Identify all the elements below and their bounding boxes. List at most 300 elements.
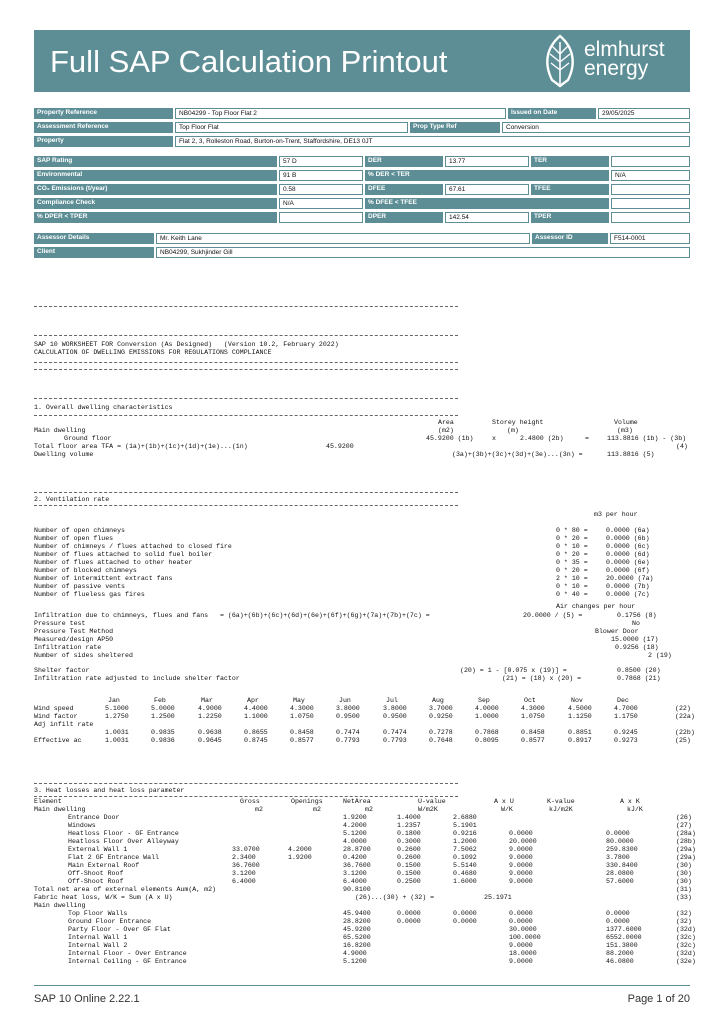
leaf-icon	[542, 34, 578, 88]
heat-col-header: A x K	[620, 798, 640, 805]
internal-net-area: 5.1200	[343, 958, 367, 965]
monthly-cell: 4.0000	[475, 705, 499, 712]
monthly-cell: 1.0000	[475, 713, 499, 720]
internal-k-value: 0.0000	[509, 918, 533, 925]
tfa-label: Total floor area TFA = (1a)+(1b)+(1c)+(1d)+(1e)...(1n)	[34, 443, 248, 450]
heat-gross: 36.7600	[232, 862, 260, 869]
vent-row-calc: 0 * 20 =	[556, 551, 588, 558]
internal-element-name: Party Floor - Over GF Flat	[68, 926, 171, 933]
value-environmental: 91 B	[279, 170, 363, 181]
pressure-method-value: Blower Door	[595, 628, 639, 635]
monthly-row-label: Effective ac	[34, 737, 82, 744]
internal-ref: (32)	[676, 918, 692, 925]
heat-element-name: External Wall 1	[68, 846, 128, 853]
row-compliance-check	[34, 198, 690, 209]
ap50-label: Measured/design AP50	[34, 636, 114, 643]
heat-net-area: 0.4200	[343, 854, 367, 861]
heat-element-name: Flat 2 GF Entrance Wall	[68, 854, 160, 861]
value-der: 13.77	[445, 156, 529, 167]
monthly-cell: 0.8745	[244, 737, 268, 744]
section-heading-3: 3. Heat losses and heat loss parameter	[34, 787, 185, 794]
vent-row-calc: 0 * 10 =	[556, 543, 588, 550]
monthly-cell: 0.8095	[475, 737, 499, 744]
shelter-adjusted-value: 0.7868 (21)	[617, 675, 661, 682]
month-header: Apr	[247, 697, 259, 704]
internal-axk: 0.0000	[606, 918, 630, 925]
heat-element-name: Main External Roof	[68, 862, 140, 869]
label-dfee: DFEE	[365, 184, 443, 195]
value-tper	[611, 212, 690, 223]
total-area-value: 90.8100	[343, 886, 371, 893]
monthly-cell: 0.7278	[429, 729, 453, 736]
value-ter	[611, 156, 690, 167]
monthly-cell: 0.9273	[614, 737, 638, 744]
vent-row-value: 0.0000 (6d)	[606, 551, 650, 558]
page-number: Page 1 of 20	[627, 993, 690, 1005]
value-pct-der-ter: N/A	[611, 170, 690, 181]
monthly-cell: 4.4000	[244, 705, 268, 712]
internal-axk: 88.2000	[606, 950, 634, 957]
monthly-cell: 0.8458	[290, 729, 314, 736]
logo-wordmark	[584, 40, 665, 78]
vent-row-label: Number of blocked chimneys	[34, 567, 137, 574]
label-pct-dper-tper: % DPER < TPER	[34, 212, 277, 223]
vent-row-value: 0.0000 (6c)	[606, 543, 650, 550]
heat-ref: (30)	[676, 862, 692, 869]
month-header: Feb	[154, 697, 166, 704]
heat-u-value: 0.1800	[397, 830, 421, 837]
vent-row-value: 20.0000 (7a)	[606, 575, 654, 582]
logo-line-1: elmhurst	[584, 38, 665, 61]
heat-axu: 5.1901	[453, 822, 477, 829]
internal-axu: 0.0000	[453, 918, 477, 925]
heat-u-value: 1.4000	[397, 814, 421, 821]
monthly-row-label: Wind factor	[34, 713, 78, 720]
divider	[34, 398, 458, 399]
monthly-cell: 4.7000	[614, 705, 638, 712]
internal-axk: 151.3800	[606, 942, 638, 949]
section-heading-2: 2. Ventilation rate	[34, 496, 110, 503]
vent-row-calc: 0 * 20 =	[556, 535, 588, 542]
row-client	[34, 247, 690, 258]
internal-ref: (32e)	[676, 958, 696, 965]
month-header: Mar	[201, 697, 213, 704]
shelter-factor-label: Shelter factor	[34, 667, 90, 674]
monthly-row-ref: (22b)	[675, 729, 695, 736]
page-title: Full SAP Calculation Printout	[50, 44, 448, 79]
vent-row-value: 0.0000 (6e)	[606, 559, 650, 566]
heat-ref: (30)	[676, 878, 692, 885]
internal-net-area: 16.8200	[343, 942, 371, 949]
monthly-row-label: Adj infilt rate	[34, 721, 94, 728]
vent-row-value: 0.0000 (6a)	[606, 527, 650, 534]
section-heading-1: 1. Overall dwelling characteristics	[34, 404, 173, 411]
internal-ref: (32c)	[676, 942, 696, 949]
heat-ref: (27)	[676, 822, 692, 829]
heat-u-value: 0.1500	[397, 870, 421, 877]
heat-u-value: 0.3000	[397, 838, 421, 845]
heat-net-area: 36.7600	[343, 862, 371, 869]
heat-u-value: 0.2500	[397, 878, 421, 885]
monthly-cell: 1.2500	[151, 713, 175, 720]
col-area-unit: (m2)	[438, 427, 454, 434]
row-property-reference	[34, 108, 690, 119]
dwelling-volume-value: 113.8816 (5)	[607, 451, 655, 458]
monthly-cell: 0.9835	[151, 729, 175, 736]
monthly-row-label: Wind speed	[34, 705, 74, 712]
month-header: Dec	[617, 697, 629, 704]
main-dwelling-label: Main dwelling	[34, 902, 86, 909]
internal-k-value: 9.0000	[509, 942, 533, 949]
monthly-cell: 4.3000	[290, 705, 314, 712]
value-pct-dfee-tfee	[611, 198, 690, 209]
month-header: May	[293, 697, 305, 704]
internal-k-value: 18.0000	[509, 950, 537, 957]
heat-element-name: Windows	[68, 822, 96, 829]
internal-k-value: 30.0000	[509, 926, 537, 933]
col-storey-unit: (m)	[507, 427, 519, 434]
monthly-row-ref: (22a)	[675, 713, 695, 720]
monthly-cell: 0.9500	[336, 713, 360, 720]
monthly-cell: 0.9245	[614, 729, 638, 736]
heat-axu: 0.4680	[453, 870, 477, 877]
heat-col-header: A x U	[494, 798, 514, 805]
internal-k-value: 100.0000	[509, 934, 541, 941]
worksheet-title: SAP 10 WORKSHEET FOR Conversion (As Designed) (Version 10.2, February 2022)	[34, 341, 339, 348]
monthly-cell: 4.3000	[521, 705, 545, 712]
ground-floor-eq: =	[585, 435, 589, 442]
row-dper	[34, 212, 690, 223]
col-area: Area	[438, 419, 454, 426]
monthly-cell: 0.8655	[244, 729, 268, 736]
monthly-cell: 0.7474	[336, 729, 360, 736]
month-header: Jan	[108, 697, 120, 704]
internal-axk: 6552.0000	[606, 934, 642, 941]
monthly-cell: 1.2750	[105, 713, 129, 720]
vent-row-label: Number of flues attached to solid fuel boiler	[34, 551, 213, 558]
heat-element-name: Entrance Door	[68, 814, 120, 821]
heat-u-value: 0.2600	[397, 846, 421, 853]
heat-col-unit: m2	[365, 806, 373, 813]
vent-row-value: 0.0000 (6f)	[606, 567, 650, 574]
row-sap-rating	[34, 156, 690, 167]
sides-sheltered-value: 2 (19)	[648, 652, 672, 659]
heat-col-header: U-value	[418, 798, 446, 805]
monthly-cell: 1.0750	[521, 713, 545, 720]
divider	[34, 335, 458, 336]
month-header: Nov	[571, 697, 583, 704]
label-assessment-reference: Assessment Reference	[34, 122, 173, 133]
pressure-test-value: No	[632, 620, 640, 627]
value-dper: 142.54	[445, 212, 529, 223]
value-assessor-details: Mr. Keith Lane	[156, 233, 530, 244]
monthly-row-ref: (22)	[675, 705, 691, 712]
label-ter: TER	[531, 156, 609, 167]
vent-row-label: Number of flues attached to other heater	[34, 559, 193, 566]
ground-floor-x: x	[492, 435, 496, 442]
monthly-cell: 3.8000	[383, 705, 407, 712]
month-header: Sep	[478, 697, 490, 704]
internal-k-value: 0.0000	[509, 910, 533, 917]
shelter-adjusted-calc: (21) = (18) x (20) =	[502, 675, 582, 682]
month-header: Jun	[339, 697, 351, 704]
sides-sheltered-label: Number of sides sheltered	[34, 652, 133, 659]
internal-element-name: Internal Wall 2	[68, 942, 128, 949]
shelter-factor-calc: (20) = 1 - [0.075 x (19)] =	[460, 667, 567, 674]
footer-rule	[34, 985, 690, 986]
fabric-loss-ref: (33)	[676, 894, 692, 901]
heat-u-value: 0.1500	[397, 862, 421, 869]
total-area-label: Total net area of external elements Aum(A, m2)	[34, 886, 217, 893]
label-sap-rating: SAP Rating	[34, 156, 277, 167]
value-compliance-check: N/A	[279, 198, 363, 209]
heat-k-value: 0.0000	[509, 830, 533, 837]
heat-u-value: 0.2600	[397, 854, 421, 861]
divider	[34, 783, 458, 784]
heat-col-header: Element	[34, 798, 62, 805]
heat-col-unit: W/m2K	[418, 806, 438, 813]
infiltration-value: 0.1756 (8)	[617, 612, 657, 619]
heat-axu: 0.1092	[453, 854, 477, 861]
heat-k-value: 9.0000	[509, 846, 533, 853]
value-property: Flat 2, 3, Rolleston Road, Burton-on-Trent, Staffordshire, DE13 0JT	[175, 136, 690, 147]
tfa-value: 45.9200	[326, 443, 354, 450]
monthly-cell: 0.9836	[151, 737, 175, 744]
monthly-cell: 1.0031	[105, 729, 129, 736]
total-area-ref: (31)	[676, 886, 692, 893]
heat-ref: (28b)	[676, 838, 696, 845]
heat-gross: 6.4000	[232, 878, 256, 885]
elmhurst-logo	[542, 34, 686, 88]
heat-axk: 80.0000	[606, 838, 634, 845]
internal-ref: (32d)	[676, 950, 696, 957]
heat-gross: 3.1200	[232, 870, 256, 877]
vent-row-label: Number of intermittent extract fans	[34, 575, 173, 582]
value-assessor-id: F514-0001	[610, 233, 690, 244]
internal-element-name: Internal Ceiling - GF Entrance	[68, 958, 187, 965]
units-ach: Air changes per hour	[556, 603, 636, 610]
internal-axk: 0.0000	[606, 910, 630, 917]
fabric-loss-calc: (26)...(30) + (32) =	[355, 894, 435, 901]
divider	[34, 492, 458, 493]
infiltration-rate-value: 0.9256 (18)	[615, 644, 659, 651]
heat-k-value: 9.0000	[509, 870, 533, 877]
heat-openings: 1.9200	[288, 854, 312, 861]
vent-row-label: Number of open flues	[34, 535, 114, 542]
vent-row-label: Number of chimneys / flues attached to closed fire	[34, 543, 232, 550]
heat-col-header: K-value	[547, 798, 575, 805]
month-header: Jul	[386, 697, 398, 704]
ground-floor-label: Ground floor	[64, 435, 112, 442]
row-co2	[34, 184, 690, 195]
heat-ref: (26)	[676, 814, 692, 821]
label-prop-type-ref: Prop Type Ref	[410, 122, 500, 133]
monthly-cell: 1.1250	[568, 713, 592, 720]
internal-ref: (32c)	[676, 934, 696, 941]
internal-net-area: 45.9400	[343, 910, 371, 917]
heat-ref: (29a)	[676, 854, 696, 861]
ground-floor-volume: 113.8816 (1b) - (3b)	[607, 435, 687, 442]
heat-net-area: 5.1200	[343, 830, 367, 837]
monthly-cell: 1.0031	[105, 737, 129, 744]
row-assessment-reference	[34, 122, 690, 133]
vent-row-label: Number of flueless gas fires	[34, 591, 145, 598]
heat-axu: 2.6880	[453, 814, 477, 821]
label-environmental: Environmental	[34, 170, 277, 181]
tfa-ref: (4)	[676, 443, 688, 450]
heat-axk: 3.7800	[606, 854, 630, 861]
value-property-reference: NB04299 - Top Floor Flat 2	[175, 108, 506, 119]
monthly-cell: 0.8917	[568, 737, 592, 744]
label-assessor-id: Assessor ID	[532, 233, 608, 244]
monthly-row-ref: (25)	[675, 737, 691, 744]
monthly-cell: 0.7868	[475, 729, 499, 736]
internal-axk: 1377.6000	[606, 926, 642, 933]
shelter-adjusted-label: Infiltration rate adjusted to include shelter factor	[34, 675, 240, 682]
monthly-cell: 4.5000	[568, 705, 592, 712]
monthly-cell: 1.2250	[198, 713, 222, 720]
vent-row-label: Number of open chimneys	[34, 527, 126, 534]
monthly-cell: 0.8577	[521, 737, 545, 744]
heat-element-name: Off-Shoot Roof	[68, 878, 124, 885]
worksheet-subtitle: CALCULATION OF DWELLING EMISSIONS FOR REGULATIONS COMPLIANCE	[34, 349, 272, 356]
label-dper: DPER	[365, 212, 443, 223]
heat-k-value: 9.0000	[509, 878, 533, 885]
heat-axk: 259.8300	[606, 846, 638, 853]
value-pct-dper-tper	[279, 212, 363, 223]
internal-element-name: Ground Floor Entrance	[68, 918, 152, 925]
infiltration-calc: 20.0000 / (5) =	[523, 612, 583, 619]
ground-floor-area: 45.9200 (1b)	[426, 435, 474, 442]
heat-ref: (28a)	[676, 830, 696, 837]
heat-k-value: 9.0000	[509, 854, 533, 861]
ground-floor-height: 2.4800 (2b)	[520, 435, 564, 442]
heat-axu: 1.2000	[453, 838, 477, 845]
col-volume-unit: (m3)	[617, 427, 633, 434]
month-header: Aug	[432, 697, 444, 704]
heat-net-area: 28.8700	[343, 846, 371, 853]
heat-axu: 0.9216	[453, 830, 477, 837]
internal-axk: 46.0800	[606, 958, 634, 965]
label-tfee: TFEE	[531, 184, 609, 195]
monthly-cell: 0.9638	[198, 729, 222, 736]
monthly-cell: 0.7793	[336, 737, 360, 744]
heat-net-area: 6.4000	[343, 878, 367, 885]
heat-col-unit: kJ/m2K	[549, 806, 573, 813]
heat-col-header: NetArea	[343, 798, 371, 805]
label-property: Property	[34, 136, 173, 147]
internal-u-value: 0.0000	[397, 910, 421, 917]
header-banner	[34, 30, 690, 92]
monthly-cell: 0.8577	[290, 737, 314, 744]
heat-gross: 2.3400	[232, 854, 256, 861]
heat-k-value: 20.0000	[509, 838, 537, 845]
internal-u-value: 0.0000	[397, 918, 421, 925]
label-client: Client	[34, 247, 154, 258]
vent-row-calc: 0 * 35 =	[556, 559, 588, 566]
internal-axu: 0.0000	[453, 910, 477, 917]
software-version: SAP 10 Online 2.22.1	[34, 993, 140, 1005]
internal-net-area: 65.5200	[343, 934, 371, 941]
internal-ref: (32)	[676, 910, 692, 917]
heat-element-name: Heatloss Floor Over Alleyway	[68, 838, 179, 845]
monthly-cell: 0.8458	[521, 729, 545, 736]
heat-axu: 1.6000	[453, 878, 477, 885]
label-compliance-check: Compliance Check	[34, 198, 277, 209]
monthly-cell: 1.1750	[614, 713, 638, 720]
divider	[34, 505, 458, 506]
vent-row-label: Number of passive vents	[34, 583, 126, 590]
divider	[34, 369, 458, 370]
row-property	[34, 136, 690, 147]
heat-openings: 4.2000	[288, 846, 312, 853]
units-m3-per-hour: m3 per hour	[594, 511, 638, 518]
heat-net-area: 3.1200	[343, 870, 367, 877]
heat-col-unit: m2	[255, 806, 263, 813]
internal-net-area: 28.8200	[343, 918, 371, 925]
divider	[34, 362, 458, 363]
heat-axu: 5.5140	[453, 862, 477, 869]
heat-axk: 28.0800	[606, 870, 634, 877]
fabric-loss-value: 25.1971	[484, 894, 512, 901]
main-dwelling-label: Main dwelling	[34, 806, 86, 813]
heat-ref: (30)	[676, 870, 692, 877]
ap50-value: 15.0000 (17)	[611, 636, 659, 643]
dwelling-volume-formula: (3a)+(3b)+(3c)+(3d)+(3e)...(3n) =	[452, 451, 583, 458]
monthly-cell: 0.9250	[429, 713, 453, 720]
monthly-cell: 0.7474	[383, 729, 407, 736]
divider	[34, 306, 458, 307]
monthly-cell: 4.9000	[198, 705, 222, 712]
heat-axk: 330.8400	[606, 862, 638, 869]
pressure-test-label: Pressure test	[34, 620, 86, 627]
heat-element-name: Heatloss Floor - GF Entrance	[68, 830, 179, 837]
internal-element-name: Internal Floor - Over Entrance	[68, 950, 187, 957]
value-client: NB04299, Sukhjinder Gill	[156, 247, 690, 258]
label-co2: CO₂ Emissions (t/year)	[34, 184, 277, 195]
pressure-method-label: Pressure Test Method	[34, 628, 114, 635]
row-assessor-details	[34, 233, 690, 244]
label-issued-on-date: Issued on Date	[508, 108, 596, 119]
month-header: Oct	[524, 697, 536, 704]
monthly-cell: 3.8000	[336, 705, 360, 712]
heat-col-unit: kJ/K	[627, 806, 643, 813]
heat-axk: 0.0000	[606, 830, 630, 837]
vent-row-calc: 0 * 40 =	[556, 591, 588, 598]
monthly-cell: 0.7793	[383, 737, 407, 744]
value-assessment-reference: Top Floor Flat	[175, 122, 408, 133]
fabric-loss-label: Fabric heat loss, W/K = Sum (A x U)	[34, 894, 173, 901]
vent-row-calc: 0 * 20 =	[556, 567, 588, 574]
divider	[34, 796, 458, 797]
heat-col-unit: W/K	[501, 806, 513, 813]
infiltration-label: Infiltration due to chimneys, flues and fans = (6a)+(6b)+(6c)+(6d)+(6e)+(6f)+(6g)+(7a)+(7b)+(7c) =	[34, 612, 430, 619]
internal-element-name: Internal Wall 1	[68, 934, 128, 941]
vent-row-value: 0.0000 (7c)	[606, 591, 650, 598]
monthly-cell: 5.1000	[105, 705, 129, 712]
label-assessor-details: Assessor Details	[34, 233, 154, 244]
dwelling-volume-label: Dwelling volume	[34, 451, 94, 458]
heat-axk: 57.6000	[606, 878, 634, 885]
value-dfee: 67.61	[445, 184, 529, 195]
heat-element-name: Off-Shoot Roof	[68, 870, 124, 877]
label-pct-der-ter: % DER < TER	[365, 170, 609, 181]
label-property-reference: Property Reference	[34, 108, 173, 119]
internal-element-name: Top Floor Walls	[68, 910, 128, 917]
monthly-cell: 1.1000	[244, 713, 268, 720]
value-tfee	[611, 184, 690, 195]
heat-col-unit: m2	[313, 806, 321, 813]
